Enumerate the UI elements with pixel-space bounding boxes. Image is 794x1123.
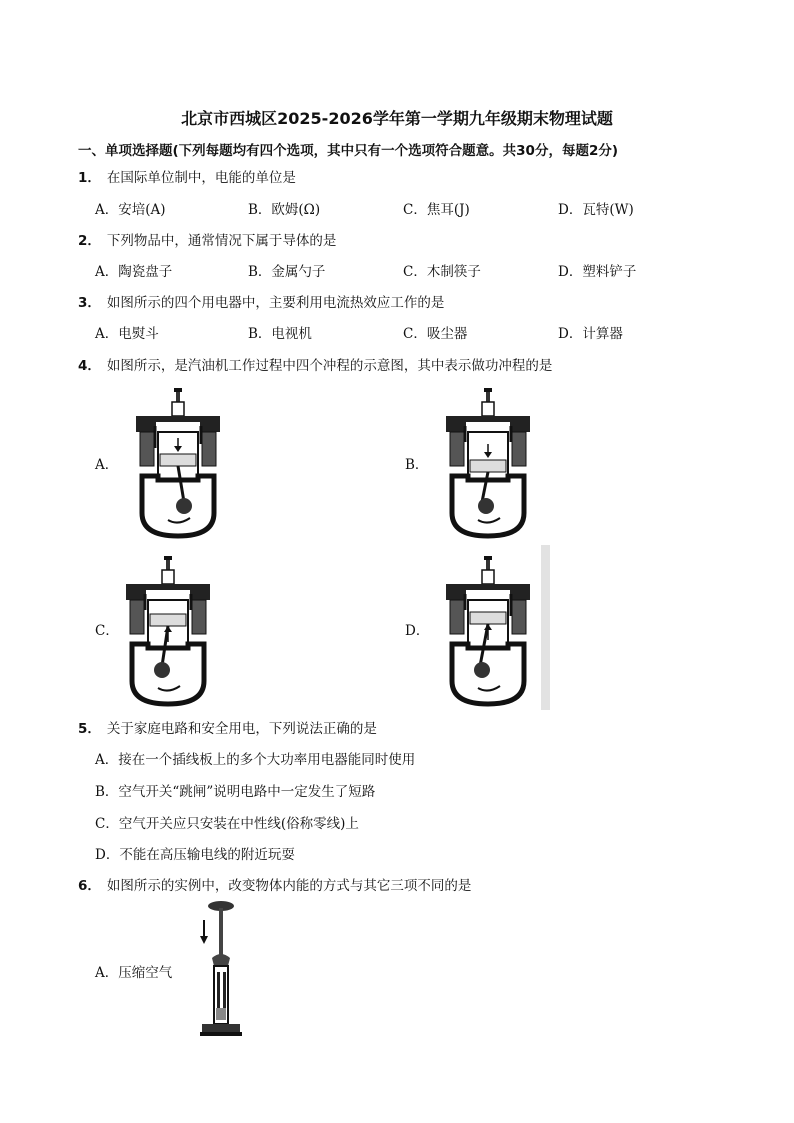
option-c: C．空气开关应只安装在中性线(俗称零线)上 <box>95 816 359 832</box>
question-6 <box>78 874 471 894</box>
option-c: C． <box>95 623 119 639</box>
question-number: 1． <box>78 170 101 186</box>
option-d: D．瓦特(W) <box>558 202 634 218</box>
question-number: 5． <box>78 721 101 737</box>
question-number: 3． <box>78 295 101 311</box>
question-text: 如图所示的实例中，改变物体内能的方式与其它三项不同的是 <box>106 878 472 894</box>
option-b: B．电视机 <box>248 326 312 342</box>
engine-stroke-c-diagram <box>118 556 218 708</box>
option-c: C．焦耳(J) <box>403 202 470 218</box>
option-d: D． <box>405 623 430 639</box>
engine-stroke-d-diagram <box>438 556 538 708</box>
option-a: A． <box>95 457 119 473</box>
engine-stroke-a-diagram <box>128 388 228 540</box>
question-4 <box>78 354 552 374</box>
question-text: 关于家庭电路和安全用电，下列说法正确的是 <box>106 721 377 737</box>
option-c: C．吸尘器 <box>403 326 468 342</box>
question-2 <box>78 229 336 249</box>
question-text: 如图所示，是汽油机工作过程中四个冲程的示意图，其中表示做功冲程的是 <box>106 358 553 374</box>
option-b: B．金属勺子 <box>248 264 326 280</box>
question-5 <box>78 717 377 737</box>
engine-stroke-b-diagram <box>438 388 538 540</box>
section-heading: 一、单项选择题(下列每题均有四个选项，其中只有一个选项符合题意。共30分，每题2分) <box>78 143 619 159</box>
option-a: A．电熨斗 <box>95 326 159 342</box>
question-number: 2． <box>78 233 101 249</box>
option-d: D．塑料铲子 <box>558 264 637 280</box>
option-a: A．接在一个插线板上的多个大功率用电器能同时使用 <box>95 752 416 768</box>
question-1 <box>78 166 296 186</box>
option-a: A．陶瓷盘子 <box>95 264 173 280</box>
option-b: B． <box>405 457 429 473</box>
question-text: 如图所示的四个用电器中，主要利用电流热效应工作的是 <box>106 295 445 311</box>
question-text: 在国际单位制中，电能的单位是 <box>106 170 296 186</box>
page-title: 北京市西城区2025-2026学年第一学期九年级期末物理试题 <box>181 109 613 128</box>
question-number: 4． <box>78 358 101 374</box>
option-d: D．计算器 <box>558 326 623 342</box>
question-3 <box>78 291 444 311</box>
question-text: 下列物品中，通常情况下属于导体的是 <box>106 233 337 249</box>
option-a: A．压缩空气 <box>95 965 173 981</box>
option-c: C．木制筷子 <box>403 264 481 280</box>
air-compression-apparatus-diagram <box>192 900 252 1040</box>
question-number: 6． <box>78 878 101 894</box>
option-d: D．不能在高压输电线的附近玩耍 <box>95 847 295 863</box>
option-a: A．安培(A) <box>95 202 166 218</box>
scan-edge-divider <box>541 545 550 710</box>
option-b: B．空气开关“跳闸”说明电路中一定发生了短路 <box>95 784 376 800</box>
option-b: B．欧姆(Ω) <box>248 202 321 218</box>
